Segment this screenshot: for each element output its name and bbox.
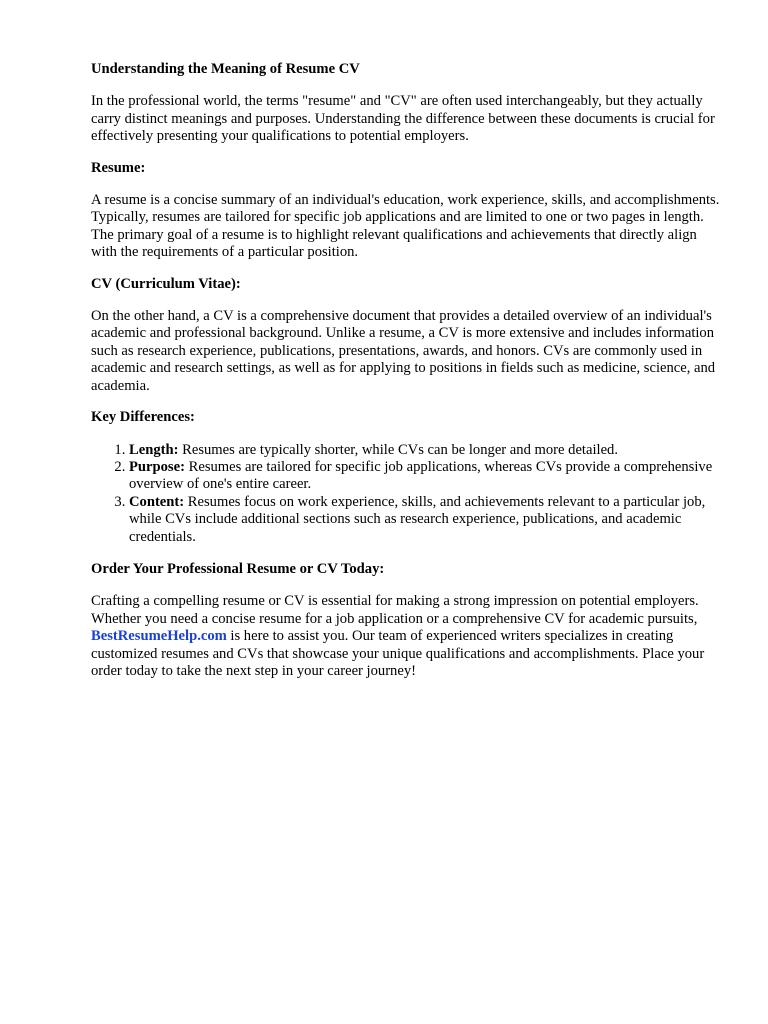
order-text-before: Crafting a compelling resume or CV is essential for making a strong impression on potential employers. Whether you need a concise resume for a job application or a comprehensive CV for academic pursuits, <box>91 593 699 627</box>
difference-text: Resumes focus on work experience, skills, and achievements relevant to a particular job, while CVs include additional sections such as research experience, publications, and academic credentials. <box>129 493 706 545</box>
difference-term: Purpose: <box>129 458 185 475</box>
document-page <box>91 61 723 694</box>
difference-item-purpose <box>129 459 723 494</box>
difference-item-content <box>129 494 723 546</box>
key-differences-heading: Key Differences: <box>91 409 195 426</box>
difference-term: Content: <box>129 493 185 510</box>
bestresumehelp-link[interactable]: BestResumeHelp.com <box>91 628 227 645</box>
cv-heading: CV (Curriculum Vitae): <box>91 275 241 292</box>
difference-text: Resumes are typically shorter, while CVs can be longer and more detailed. <box>178 441 618 458</box>
document-title: Understanding the Meaning of Resume CV <box>91 61 360 77</box>
cv-paragraph: On the other hand, a CV is a comprehensive document that provides a detailed overview of an individual's academic and professional background. Unlike a resume, a CV is more extensive and includes information such as research experience, publications, presentations, awards, and honors. CVs are commonly used in academic and research settings, as well as for applying to positions in fields such as medicine, science, and academia. <box>91 308 716 394</box>
intro-paragraph: In the professional world, the terms "resume" and "CV" are often used interchangeably, but they actually carry distinct meanings and purposes. Understanding the difference between these documents is crucial for effectively presenting your qualifications to potential employers. <box>91 93 715 145</box>
difference-term: Length: <box>129 441 179 458</box>
order-text-after: is here to assist you. Our team of experienced writers specializes in creating customized resumes and CVs that showcase your unique qualifications and accomplishments. Place your order today to take the next step in your career journey! <box>91 628 705 679</box>
difference-text: Resumes are tailored for specific job applications, whereas CVs provide a comprehensive overview of one's entire career. <box>129 458 713 493</box>
difference-item-length <box>129 442 723 459</box>
order-paragraph <box>91 593 723 680</box>
order-heading: Order Your Professional Resume or CV Today: <box>91 560 385 577</box>
key-differences-list <box>91 442 723 546</box>
resume-heading: Resume: <box>91 159 146 176</box>
resume-paragraph: A resume is a concise summary of an individual's education, work experience, skills, and accomplishments. Typically, resumes are tailored for specific job applications and are limited to one or two pages in length. The primary goal of a resume is to highlight relevant qualifications and achievements that directly align with the requirements of a particular position. <box>91 192 720 261</box>
